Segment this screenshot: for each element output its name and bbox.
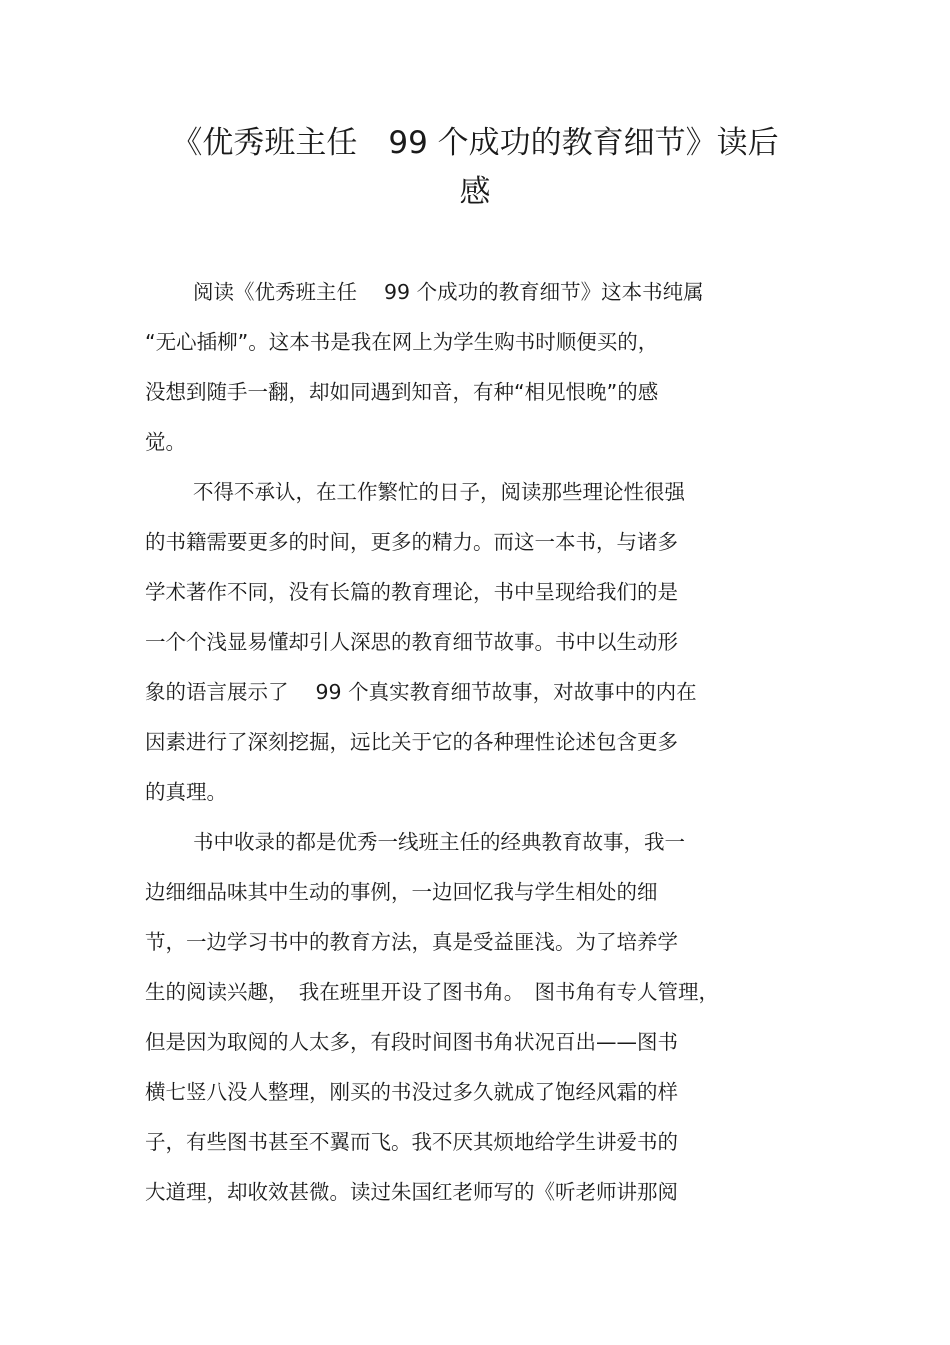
- paragraph-line: 横七竖八没人整理，刚买的书没过多久就成了饱经风霜的样: [145, 1080, 678, 1104]
- paragraph-line: 因素进行了深刻挖掘，远比关于它的各种理性论述包含更多: [145, 730, 678, 754]
- paragraph-line: 觉。: [145, 430, 186, 454]
- paragraph-line: 学术著作不同，没有长篇的教育理论，书中呈现给我们的是: [145, 580, 678, 604]
- paragraph-line: 的书籍需要更多的时间，更多的精力。而这一本书，与诸多: [145, 530, 678, 554]
- paragraph-line: 不得不承认，在工作繁忙的日子，阅读那些理论性很强: [193, 480, 685, 504]
- paragraph-line: “无心插柳”。这本书是我在网上为学生购书时顺便买的，: [145, 330, 659, 354]
- paragraph-line: 一个个浅显易懂却引人深思的教育细节故事。书中以生动形: [145, 630, 678, 654]
- paragraph-line: 书中收录的都是优秀一线班主任的经典教育故事，我一: [193, 830, 685, 854]
- document-title-line-2: 感: [459, 174, 491, 210]
- paragraph-line: 边细细品味其中生动的事例，一边回忆我与学生相处的细: [145, 880, 658, 904]
- paragraph-line: 子，有些图书甚至不翼而飞。我不厌其烦地给学生讲爱书的: [145, 1130, 678, 1154]
- document-title-line-1: 《优秀班主任 99 个成功的教育细节》读后: [171, 125, 779, 161]
- paragraph-line: 的真理。: [145, 780, 227, 804]
- paragraph-line: 阅读《优秀班主任 99 个成功的教育细节》这本书纯属: [193, 280, 704, 304]
- paragraph-line: 没想到随手一翻，却如同遇到知音，有种“相见恨晚”的感: [145, 380, 659, 404]
- paragraph-line: 但是因为取阅的人太多，有段时间图书角状况百出——图书: [145, 1030, 678, 1054]
- paragraph-line: 大道理，却收效甚微。读过朱国红老师写的《听老师讲那阅: [145, 1180, 678, 1204]
- paragraph-line: 象的语言展示了 99 个真实教育细节故事，对故事中的内在: [145, 680, 697, 704]
- paragraph-line: 节，一边学习书中的教育方法，真是受益匪浅。为了培养学: [145, 930, 678, 954]
- paragraph-line: 生的阅读兴趣， 我在班里开设了图书角。 图书角有专人管理，: [145, 980, 719, 1004]
